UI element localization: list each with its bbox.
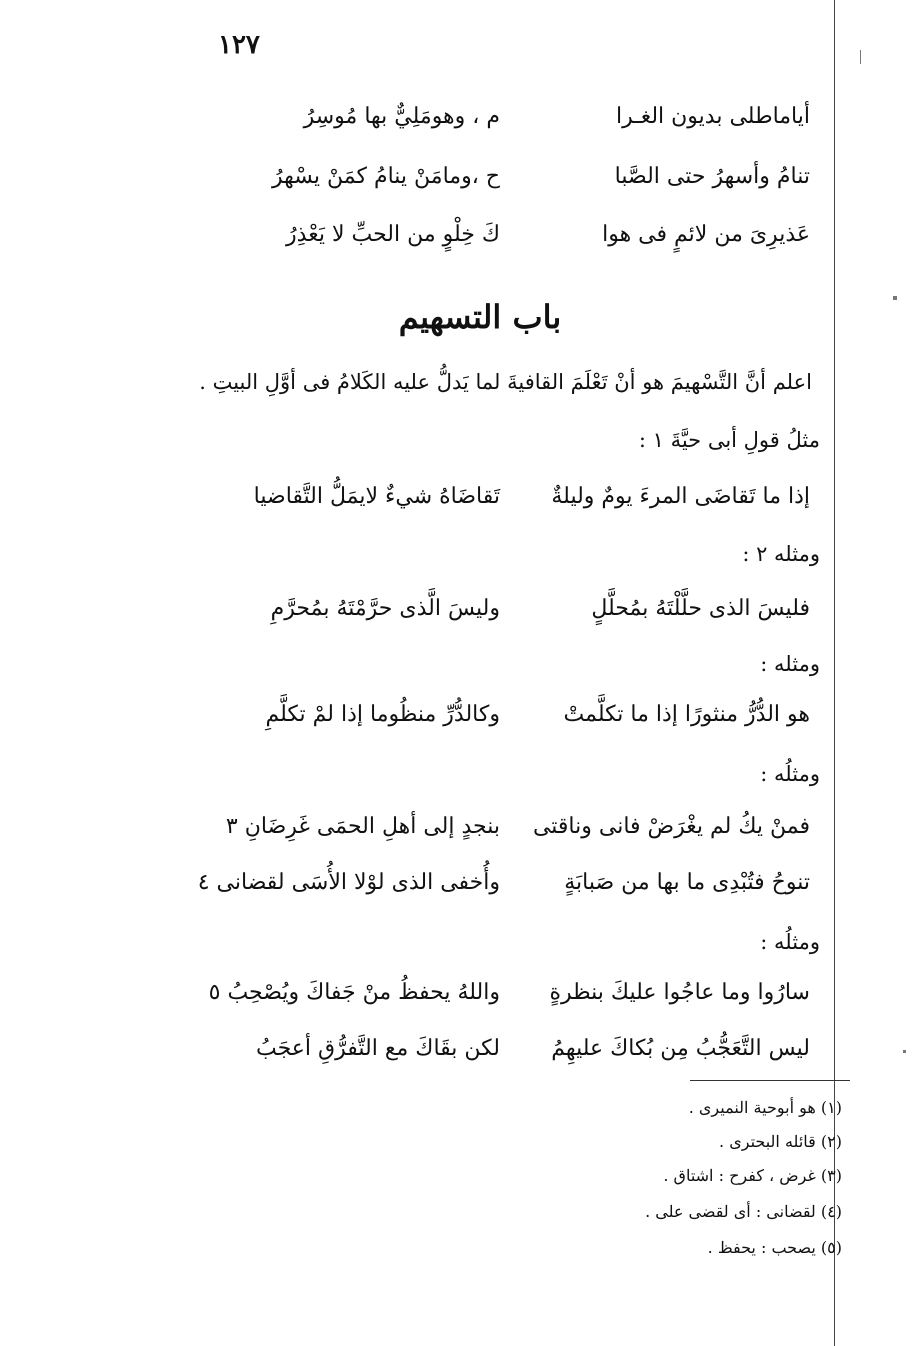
verse-first-hemistich: فمنْ يكُ لم يغْرَضْ فانى وناقتى <box>532 814 810 839</box>
footnote-text: لقضانى : أى لقضى على . <box>645 1202 816 1221</box>
poem-verse <box>200 814 810 854</box>
poem-verse <box>200 980 810 1020</box>
verse-second-hemistich: وليسَ الَّذى حرَّمْتَهُ بمُحرَّمِ <box>270 596 500 621</box>
verse-first-hemistich: تنامُ وأسهرُ حتى الصَّبا <box>614 164 810 189</box>
scan-speck <box>903 1050 906 1053</box>
section-label: ومثله ٢ : <box>742 542 820 566</box>
scan-speck <box>893 296 897 300</box>
poem-verse <box>200 222 810 262</box>
section-label: ومثلُه : <box>760 762 820 786</box>
intro-paragraph: اعلم أنَّ التَّسْهيمَ هو أنْ تَعْلَمَ القافيةَ لما يَدلُّ عليه الكَلامُ فى أوَّلِ البيتِ . <box>199 370 812 394</box>
footnote <box>560 1132 842 1151</box>
poem-verse <box>200 104 810 144</box>
footnote-separator <box>690 1080 850 1081</box>
poem-verse <box>200 1036 810 1076</box>
footnote <box>560 1202 842 1221</box>
footnote-number: (١) <box>820 1098 842 1117</box>
verse-second-hemistich: واللهُ يحفظُ منْ جَفاكَ ويُصْحِبُ ٥ <box>208 980 500 1005</box>
example-label: مثلُ قولِ أبى حيَّةَ ١ : <box>638 428 820 452</box>
verse-first-hemistich: سارُوا وما عاجُوا عليكَ بنظرةٍ <box>549 980 810 1005</box>
footnote-number: (٥) <box>820 1238 842 1257</box>
verse-second-hemistich: ح ،ومامَنْ ينامُ كمَنْ يسْهرُ <box>272 164 500 189</box>
footnote-text: هو أبوحية النميرى . <box>688 1098 816 1117</box>
verse-first-hemistich: فليسَ الذى حلَّلْتَهُ بمُحلَّلٍ <box>591 596 810 621</box>
chapter-title: باب التسهيم <box>398 298 562 336</box>
verse-second-hemistich: كَ خِلْوٍ من الحبِّ لا يَعْذِرُ <box>286 222 500 247</box>
scan-speck <box>860 50 861 64</box>
footnote-number: (٤) <box>820 1202 842 1221</box>
poem-verse <box>200 702 810 742</box>
verse-second-hemistich: م ، وهومَلِيٌّ بها مُوسِرُ <box>303 104 500 129</box>
poem-verse <box>200 596 810 636</box>
verse-first-hemistich: هو الدُّرُّ منثورًا إذا ما تكلَّمتْ <box>563 702 810 727</box>
footnote-text: قائله البحترى . <box>719 1132 816 1151</box>
verse-first-hemistich: تنوحُ فتُبْدِى ما بها من صَبابَةٍ <box>564 870 810 895</box>
section-label: ومثلُه : <box>760 930 820 954</box>
verse-second-hemistich: تَقاضَاهُ شيءٌ لايمَلُّ التَّقاضيا <box>253 484 500 509</box>
footnote <box>560 1098 842 1117</box>
section-label: ومثله : <box>760 652 820 676</box>
verse-first-hemistich: أياماطلى بديون الغـرا <box>616 104 810 129</box>
verse-second-hemistich: وكالدُّرِّ منظُوما إذا لمْ تكلَّمِ <box>265 702 500 727</box>
footnote <box>560 1166 842 1185</box>
poem-verse <box>200 164 810 204</box>
page-number: ١٢٧ <box>218 30 260 60</box>
footnote-number: (٣) <box>820 1166 842 1185</box>
verse-first-hemistich: عَذيرِىَ من لائمٍ فى هوا <box>602 222 810 247</box>
footnote-text: غرض ، كفرح : اشتاق . <box>663 1166 816 1185</box>
verse-first-hemistich: ليس التَّعَجُّبُ مِن بُكاكَ عليهِمُ <box>551 1036 810 1061</box>
footnote-number: (٢) <box>820 1132 842 1151</box>
footnote <box>560 1238 842 1257</box>
footnote-text: يصحب : يحفظ . <box>707 1238 816 1257</box>
verse-first-hemistich: إذا ما تَقاضَى المرءَ يومٌ وليلةٌ <box>551 484 810 509</box>
poem-verse <box>197 870 810 910</box>
verse-second-hemistich: وأُخفى الذى لوْلا الأُسَى لقضانى ٤ <box>197 870 500 895</box>
verse-second-hemistich: بنجدٍ إلى أهلِ الحمَى غَرِضَانِ ٣ <box>225 814 500 839</box>
poem-verse <box>200 484 810 524</box>
verse-second-hemistich: لكن بقَاكَ مع التَّفرُّقِ أعجَبُ <box>256 1036 500 1061</box>
